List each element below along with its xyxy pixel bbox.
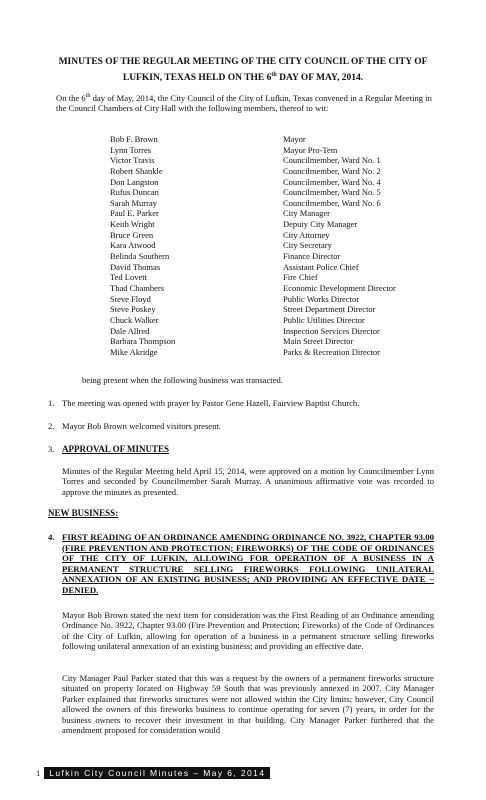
roster-row bbox=[110, 166, 396, 177]
attendee-role: Councilmember, Ward No. 4 bbox=[283, 176, 381, 187]
attendee-role: Councilmember, Ward No. 1 bbox=[283, 155, 381, 166]
intro-paragraph bbox=[56, 91, 432, 114]
attendee-roster bbox=[110, 134, 396, 357]
title-line-2-start: LUFKIN, TEXAS HELD ON THE 6 bbox=[122, 73, 272, 84]
footer-title: Lufkin City Council Minutes – May 6, 2014 bbox=[44, 767, 270, 779]
intro-start: On the 6 bbox=[56, 92, 86, 103]
attendee-name: Steve Floyd bbox=[110, 293, 151, 304]
attendee-role: Main Street Director bbox=[283, 336, 354, 347]
page-footer bbox=[36, 767, 270, 779]
attendee-name: Bruce Green bbox=[110, 229, 154, 240]
attendee-name: Bob F. Brown bbox=[110, 134, 158, 144]
attendee-role: City Attorney bbox=[283, 229, 330, 240]
item-number: 3. bbox=[48, 444, 55, 454]
attendee-role: Public Utilities Director bbox=[283, 314, 365, 325]
new-business-heading: NEW BUSINESS: bbox=[48, 508, 119, 518]
roster-row bbox=[110, 347, 396, 358]
attendee-name: Mike Akridge bbox=[110, 346, 158, 357]
attendee-role: Fire Chief bbox=[283, 272, 318, 283]
item-number: 1. bbox=[48, 398, 55, 408]
attendee-role: Deputy City Manager bbox=[283, 219, 358, 230]
roster-row bbox=[110, 336, 396, 347]
roster-row bbox=[110, 240, 396, 251]
approval-of-minutes-heading: APPROVAL OF MINUTES bbox=[62, 444, 170, 454]
attendee-role: Street Department Director bbox=[283, 304, 376, 315]
roster-row bbox=[110, 177, 396, 188]
ordinance-heading: FIRST READING OF AN ORDINANCE AMENDING ORDINANCE NO. 3922, CHAPTER 93.00 (FIRE PREVENTION AND PROTECTION; FIREWORKS) OF THE CODE OF ORDINANCES OF THE CITY OF LUFKIN, ALLOWING FOR OPERATION OF A BUSINESS IN A PERMANENT STRUCTURE SELLING FIREWORKS FOLLOWING UNILATERAL ANNEXATION OF AN EXISTING BUSINESS; AND PROVIDING AN EFFECTIVE DATE – DENIED. bbox=[62, 532, 434, 595]
attendee-name: Ted Lovett bbox=[110, 272, 147, 283]
title-line-1: MINUTES OF THE REGULAR MEETING OF THE CITY COUNCIL OF THE CITY OF bbox=[58, 57, 428, 67]
roster-row bbox=[110, 272, 396, 283]
item-4-number: 4. bbox=[48, 532, 55, 542]
page-title bbox=[40, 56, 446, 85]
attendee-name: Sarah Murray bbox=[110, 197, 157, 208]
title-line-2-end: DAY OF MAY, 2014. bbox=[276, 73, 364, 84]
attendee-name: David Thomas bbox=[110, 261, 161, 272]
being-present-line: being present when the following business was transacted. bbox=[82, 375, 283, 385]
roster-row bbox=[110, 262, 396, 273]
attendee-name: Kara Atwood bbox=[110, 240, 156, 251]
attendee-role: Mayor bbox=[283, 134, 306, 144]
attendee-name: Don Langston bbox=[110, 176, 159, 187]
roster-row bbox=[110, 145, 396, 156]
attendee-name: Lynn Torres bbox=[110, 144, 152, 155]
roster-row bbox=[110, 208, 396, 219]
roster-row bbox=[110, 198, 396, 209]
roster-row bbox=[110, 134, 396, 145]
item-number: 2. bbox=[48, 421, 55, 431]
page-number: 1 bbox=[36, 768, 41, 778]
title-ordinal: th bbox=[271, 72, 277, 78]
attendee-role: City Manager bbox=[283, 208, 330, 219]
attendee-name: Keith Wright bbox=[110, 219, 155, 230]
attendee-role: Councilmember, Ward No. 2 bbox=[283, 165, 381, 176]
attendee-name: Barbara Thompson bbox=[110, 336, 176, 347]
roster-row bbox=[110, 187, 396, 198]
attendee-role: Councilmember, Ward No. 5 bbox=[283, 187, 381, 198]
city-manager-paragraph: City Manager Paul Parker stated that this was a request by the owners of a permanent fireworks structure situated on property located on Highway 59 South that was previously annexed in 2007. City Manager Parker explained that fireworks structures were not allowed within the City limits; however, City Council allowed the owners of this fireworks business to continue operating for seven (7) years, in order for the business owners to recover their investment in that building. City Manager Parker furthered that the amendment proposed for consideration would bbox=[62, 673, 434, 736]
attendee-name: Dale Allred bbox=[110, 325, 150, 336]
attendee-name: Victor Travis bbox=[110, 155, 155, 166]
intro-ordinal: th bbox=[85, 93, 91, 99]
roster-row bbox=[110, 304, 396, 315]
attendee-name: Robert Shankle bbox=[110, 165, 163, 176]
roster-row bbox=[110, 283, 396, 294]
attendee-name: Belinda Southern bbox=[110, 251, 170, 262]
roster-row bbox=[110, 155, 396, 166]
mayor-statement-paragraph: Mayor Bob Brown stated the next item for consideration was the First Reading of an Ordinance amending Ordinance No. 3922, Chapter 93.00 (Fire Prevention and Protection; Fireworks) of the Code of Ordinances of the City of Lufkin, allowing for operation of a business in a permanent structure selling fireworks following unilateral annexation of an existing business; and providing an effective date. bbox=[62, 610, 434, 652]
attendee-role: Finance Director bbox=[283, 251, 341, 262]
attendee-role: Councilmember, Ward No. 6 bbox=[283, 197, 381, 208]
attendee-name: Paul E. Parker bbox=[110, 208, 159, 219]
item-text: Mayor Bob Brown welcomed visitors present. bbox=[62, 421, 221, 431]
attendee-role: Inspection Services Director bbox=[283, 325, 380, 336]
roster-row bbox=[110, 230, 396, 241]
attendee-role: Assistant Police Chief bbox=[283, 261, 359, 272]
title-line-2 bbox=[40, 69, 446, 85]
attendee-role: Parks & Recreation Director bbox=[283, 346, 381, 357]
attendee-name: Chuck Walker bbox=[110, 314, 159, 325]
item-text: The meeting was opened with prayer by Pastor Gene Hazell, Fairview Baptist Church. bbox=[62, 398, 360, 408]
attendee-name: Steve Poskey bbox=[110, 304, 156, 315]
attendee-name: Thad Chambers bbox=[110, 282, 165, 293]
roster-row bbox=[110, 315, 396, 326]
attendee-role: Economic Development Director bbox=[283, 282, 396, 293]
roster-row bbox=[110, 326, 396, 337]
attendee-role: Mayor Pro-Tem bbox=[283, 144, 338, 155]
intro-rest: day of May, 2014, the City Council of the City of Lufkin, Texas convened in a Regular Meeting in the Council Chambers of City Hall with the following members, thereof to wit: bbox=[56, 92, 432, 114]
attendee-name: Rufus Duncan bbox=[110, 187, 159, 198]
minutes-approval-paragraph: Minutes of the Regular Meeting held April 15, 2014, were approved on a motion by Councilmember Lynn Torres and seconded by Councilmember Sarah Murray. A unanimous affirmative vote was recorded to approve the minutes as presented. bbox=[62, 466, 434, 497]
roster-row bbox=[110, 251, 396, 262]
roster-row bbox=[110, 219, 396, 230]
attendee-role: City Secretary bbox=[283, 240, 332, 251]
attendee-role: Public Works Director bbox=[283, 293, 360, 304]
roster-row bbox=[110, 294, 396, 305]
